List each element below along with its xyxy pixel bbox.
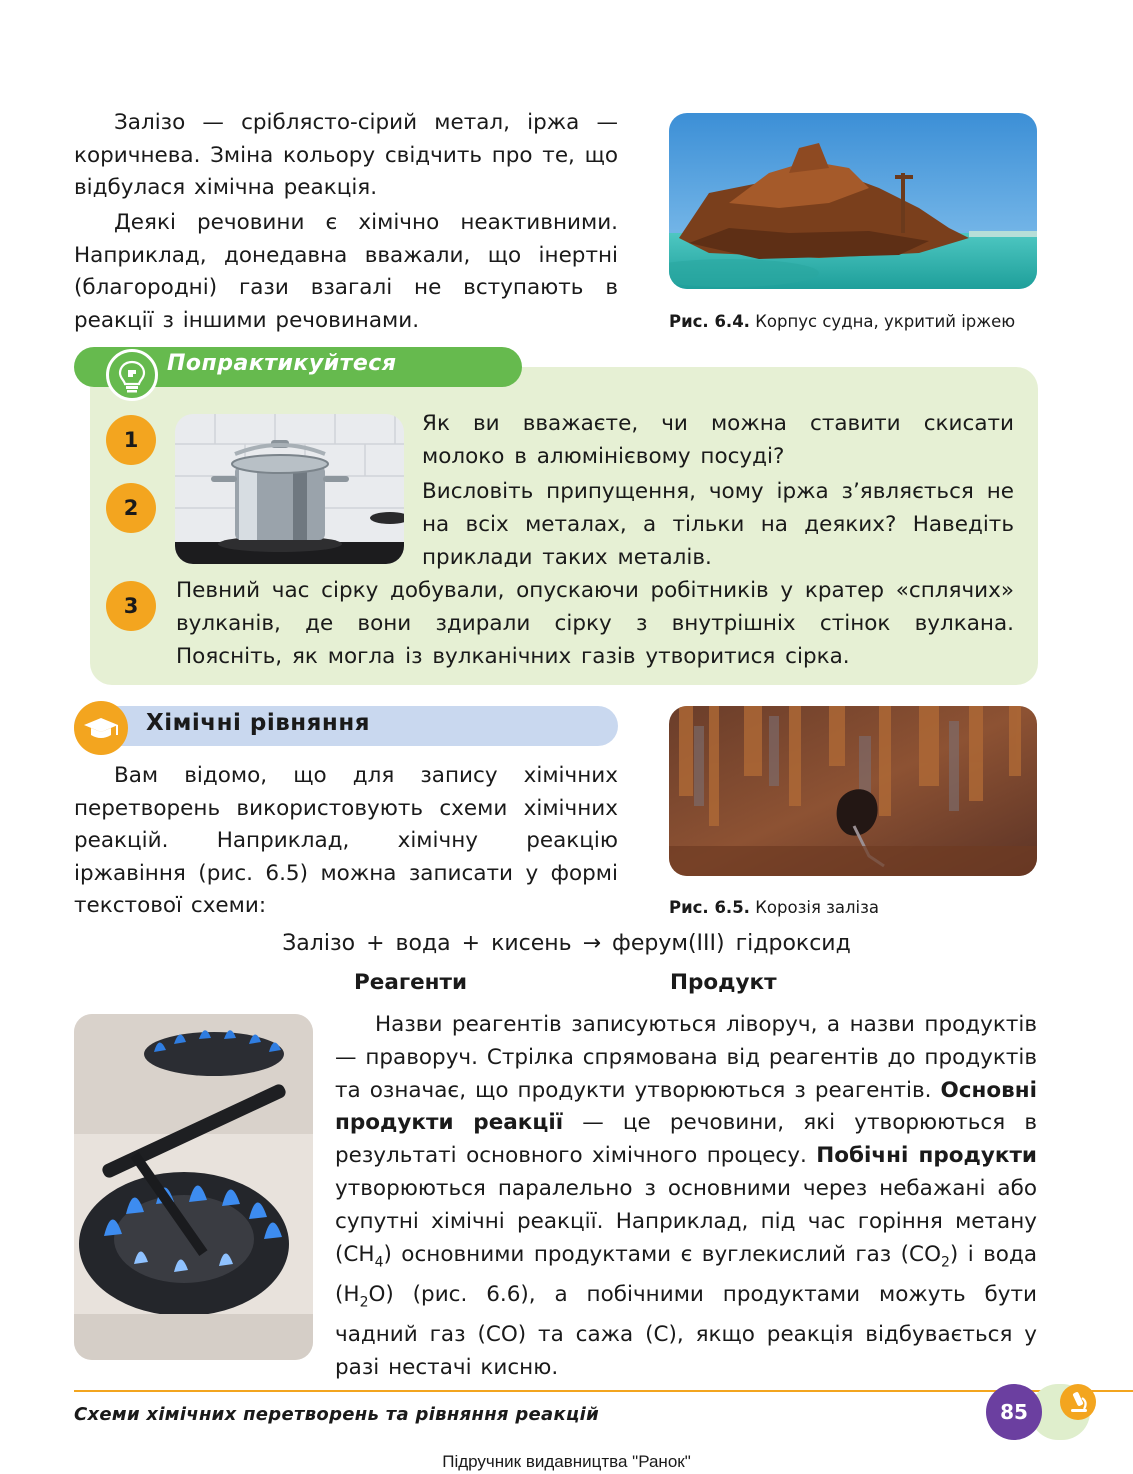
paragraph-reagents-products — [335, 1009, 1037, 1384]
body-text-part-1: Назви реагентів записуються ліворуч, а назви продуктів — праворуч. Стрілка спрямована від реагентів до продуктів та означає, що продукти утворюються з реагентів. — [335, 1012, 1037, 1103]
subscript-co2: 2 — [941, 1253, 950, 1270]
gas-stove-flame-photo — [74, 1014, 313, 1360]
question-number-3: 3 — [106, 581, 156, 631]
question-number-1: 1 — [106, 415, 156, 465]
body-text-part-2: — це речовини, які утворюються в результаті основного хімічного процесу. — [335, 1110, 1037, 1169]
subscript-h2o: 2 — [359, 1293, 369, 1310]
figure-6-4-label: Рис. 6.4. — [669, 312, 750, 331]
body-text-part-6: O) (рис. 6.6), а побічними продуктами можуть бути чадний газ (CO) та сажа (C), якщо реакція відбувається у разі нестачі кисню. — [335, 1281, 1037, 1380]
paragraph-iron-color: Залізо — сріблясто-сірий метал, іржа — коричнева. Зміна кольору свідчить про те, що відбулася хімічна реакція. — [74, 110, 618, 200]
reagents-label: Реагенти — [354, 970, 468, 995]
figure-6-5-caption — [669, 898, 879, 917]
subscript-ch4: 4 — [374, 1253, 384, 1270]
figure-6-5-label: Рис. 6.5. — [669, 898, 750, 917]
page-number: 85 — [986, 1384, 1042, 1440]
body-text-part-5: ) і вода (H — [335, 1241, 1037, 1307]
question-3-text: Певний час сірку добували, опускаючи робітників у кратер «сплячих» вулканів, де вони здирали сірку з внутрішніх стінок вулкана. Поясніть, як могла із вулканічних газів утворитися сірка. — [176, 578, 1014, 669]
main-products-term: Основні продукти реакції — [335, 1077, 1037, 1136]
publisher-note: Підручник видавництва "Ранок" — [442, 1452, 691, 1471]
iron-corrosion-photo — [669, 706, 1037, 876]
footer-chapter-title: Схеми хімічних перетворень та рівняння реакцій — [74, 1404, 600, 1425]
paragraph-reaction-schemes: Вам відомо, що для запису хімічних перетворень використовують схеми хімічних реакцій. Наприклад, хімічну реакцію іржавіння (рис. 6.5) можна записати у формі текстової схеми: — [74, 763, 618, 918]
figure-6-4-caption — [669, 312, 1015, 331]
body-text-part-3: утворюються паралельно з основними через небажані або супутні хімічні реакції. Наприклад, під час горіння метану (CH — [335, 1175, 1037, 1267]
footer-divider — [74, 1390, 1133, 1392]
figure-6-4-text: Корпус судна, укритий іржею — [755, 312, 1016, 331]
section-title: Хімічні рівняння — [146, 710, 370, 736]
figure-6-5-text: Корозія заліза — [755, 898, 880, 917]
practice-title: Попрактикуйтеся — [167, 351, 397, 376]
word-equation: Залізо + вода + кисень → ферум(III) гідроксид — [282, 931, 851, 956]
lightbulb-puzzle-icon — [106, 349, 158, 401]
product-label: Продукт — [670, 970, 777, 995]
question-1-text: Як ви вважаєте, чи можна ставити скисати молоко в алюмінієвому посуді? — [422, 411, 1014, 469]
microscope-icon — [1060, 1384, 1096, 1420]
rusty-ship-photo — [669, 113, 1037, 289]
paragraph-inert-substances: Деякі речовини є хімічно неактивними. Наприклад, донедавна вважали, що інертні (благородні) гази взагалі не вступають в реакції з іншими речовинами. — [74, 210, 618, 333]
body-text-part-4: ) основними продуктами є вуглекислий газ (CO — [383, 1241, 941, 1267]
question-2-text: Висловіть припущення, чому іржа з’являється не на всіх металах, а тільки на деяких? Наведіть приклади таких металів. — [422, 479, 1014, 570]
steel-pot-photo — [175, 414, 404, 564]
graduation-cap-icon — [74, 701, 128, 755]
side-products-term: Побічні продукти — [816, 1143, 1037, 1169]
question-number-2: 2 — [106, 483, 156, 533]
